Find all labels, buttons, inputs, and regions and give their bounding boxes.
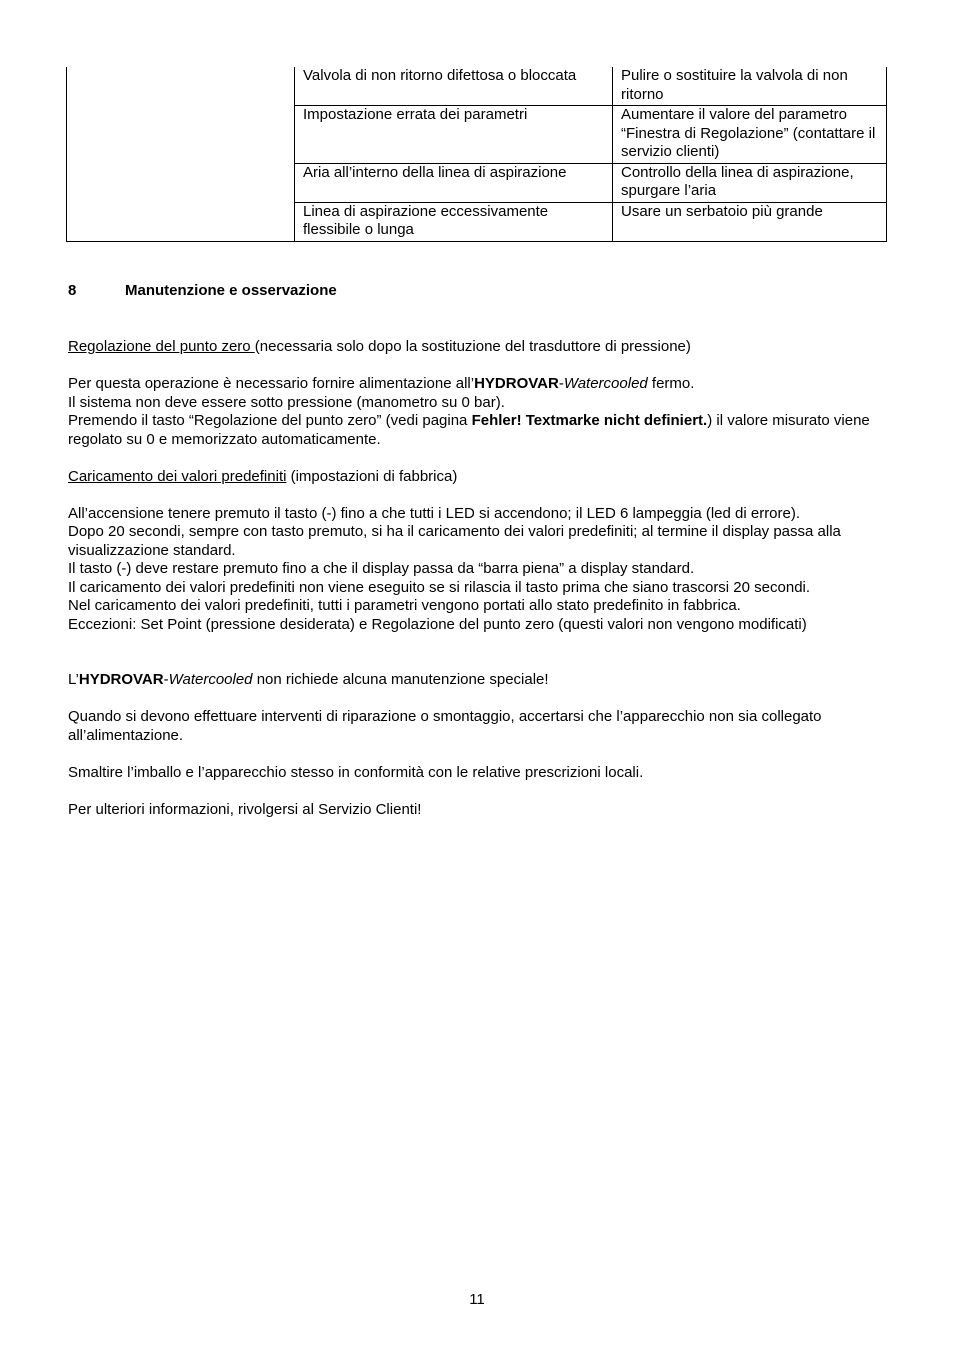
defaults-heading xyxy=(68,468,888,487)
zero-point-note: (necessaria solo dopo la sostituzione del trasduttore di pressione) xyxy=(254,338,691,355)
zero-point-text: Il sistema non deve essere sotto pressione (manometro su 0 bar). xyxy=(68,393,505,411)
zero-point-text: Per questa operazione è necessario fornire alimentazione all’ xyxy=(68,375,475,392)
empty-problem-cell xyxy=(67,67,295,241)
cause-cell: Aria all’interno della linea di aspirazione xyxy=(295,163,613,202)
section-number: 8 xyxy=(68,282,77,299)
section-title: Manutenzione e osservazione xyxy=(125,282,337,299)
troubleshooting-table xyxy=(66,67,887,242)
brand-dash: - xyxy=(558,375,564,392)
defaults-line: Eccezioni: Set Point (pressione desiderata) e Regolazione del punto zero (questi valori non vengono modificati) xyxy=(68,615,807,633)
remedy-cell: Pulire o sostituire la valvola di non ritorno xyxy=(613,67,887,106)
remedy-cell: Aumentare il valore del parametro “Finestra di Regolazione” (contattare il servizio clienti) xyxy=(613,106,887,164)
zero-point-text: ) il valore misurato viene regolato su 0 e memorizzato automaticamente. xyxy=(68,412,870,448)
page-number: 11 xyxy=(469,1291,485,1308)
remedy-cell: Controllo della linea di aspirazione, spurgare l’aria xyxy=(613,163,887,202)
section-body xyxy=(68,338,888,838)
cause-cell: Impostazione errata dei parametri xyxy=(295,106,613,164)
defaults-title: Caricamento dei valori predefiniti xyxy=(68,467,287,485)
zero-point-text: Premendo il tasto “Regolazione del punto zero” (vedi pagina xyxy=(68,412,472,429)
cause-cell: Valvola di non ritorno difettosa o bloccata xyxy=(295,67,613,106)
disposal-note: Smaltire l’imballo e l’apparecchio stesso in conformità con le relative prescrizioni locali. xyxy=(68,763,644,781)
brand-name: HYDROVAR xyxy=(474,375,559,392)
defaults-line: Il caricamento dei valori predefiniti non viene eseguito se si rilascia il tasto prima che siano trascorsi 20 secondi. xyxy=(68,578,811,596)
brand-model: Watercooled xyxy=(563,375,648,392)
repair-warning: Quando si devono effettuare interventi di riparazione o smontaggio, accertarsi che l’apparecchio non sia collegato all’alimentazione. xyxy=(68,708,822,744)
maintenance-text: L’ xyxy=(68,671,79,688)
zero-point-heading xyxy=(68,338,888,357)
zero-point-title: Regolazione del punto zero xyxy=(68,338,255,355)
brand-name: HYDROVAR xyxy=(78,671,164,688)
brand-model: Watercooled xyxy=(168,671,253,688)
maintenance-text: non richiede alcuna manutenzione speciale! xyxy=(252,671,549,688)
defaults-line: Il tasto (-) deve restare premuto fino a che il display passa da “barra piena” a display standard. xyxy=(68,560,695,577)
section-heading xyxy=(68,282,337,301)
cause-cell: Linea di aspirazione eccessivamente flessibile o lunga xyxy=(295,202,613,241)
maintenance-statement xyxy=(68,671,888,690)
defaults-paragraph xyxy=(68,505,888,635)
brand-dash: - xyxy=(163,671,169,688)
table-row xyxy=(67,67,887,106)
customer-service-note: Per ulteriori informazioni, rivolgersi al Servizio Clienti! xyxy=(68,800,422,818)
remedy-cell: Usare un serbatoio più grande xyxy=(613,202,887,241)
defaults-line: Dopo 20 secondi, sempre con tasto premuto, si ha il caricamento dei valori predefiniti; al termine il display passa alla visualizzazione standard. xyxy=(68,523,841,559)
zero-point-text: fermo. xyxy=(647,375,695,392)
bookmark-error: Fehler! Textmarke nicht definiert. xyxy=(471,412,708,429)
defaults-note: (impostazioni di fabbrica) xyxy=(286,467,458,485)
zero-point-paragraph xyxy=(68,375,888,449)
defaults-line: Nel caricamento dei valori predefiniti, tutti i parametri vengono portati allo stato predefinito in fabbrica. xyxy=(68,597,741,614)
defaults-line: All’accensione tenere premuto il tasto (-) fino a che tutti i LED si accendono; il LED 6 lampeggia (led di errore). xyxy=(68,504,801,522)
